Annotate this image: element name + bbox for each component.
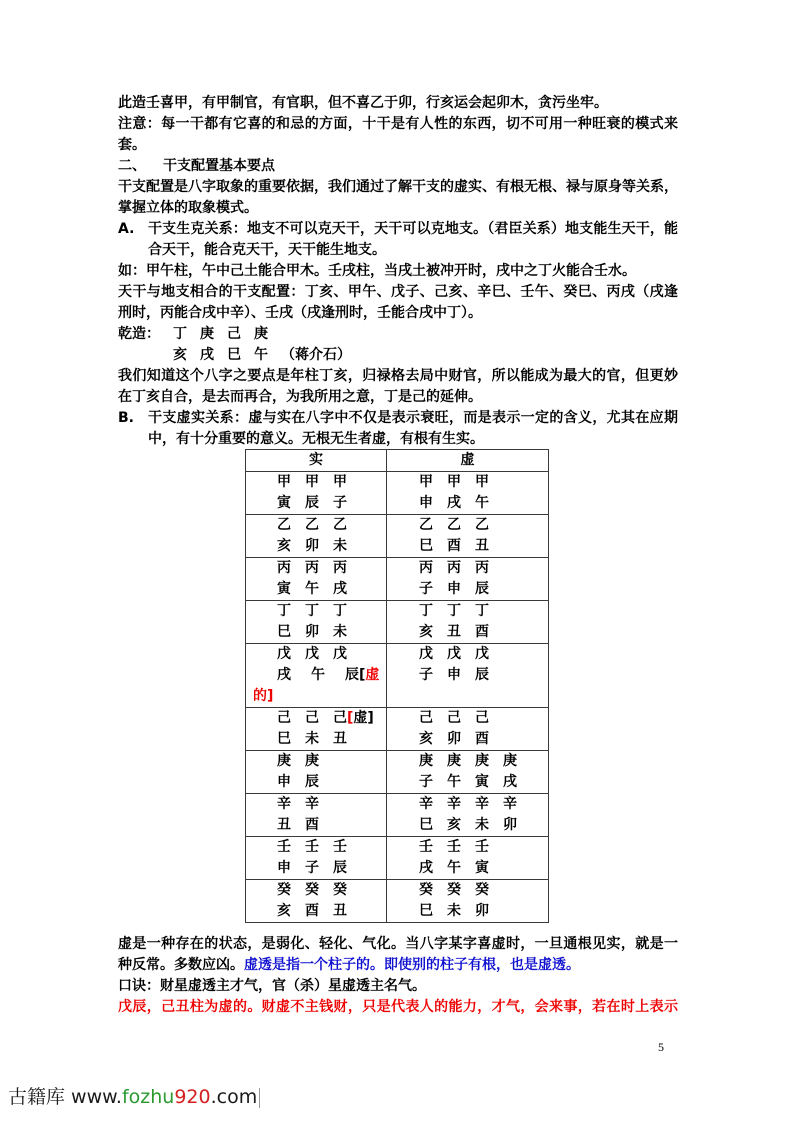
watermark-prefix: 古籍库 www.: [8, 1086, 122, 1108]
ganzhi-char: 乙: [305, 517, 319, 533]
stem: 庚: [254, 326, 268, 342]
cell-line: [387, 536, 548, 557]
cell-line: [246, 901, 386, 922]
watermark-green: fozhu: [121, 1086, 175, 1108]
table-row: [246, 601, 549, 644]
ganzhi-char: 午: [447, 774, 461, 790]
ganzhi-char: 申: [277, 860, 291, 876]
cell-line: [387, 472, 548, 493]
watermark-suffix: .com: [210, 1086, 258, 1108]
ganzhi-char: 卯: [305, 538, 319, 554]
chart-branches-line: [118, 345, 678, 366]
body-text-lower: [118, 934, 678, 1018]
cursor-bar: [259, 1088, 260, 1108]
table-row: [246, 794, 549, 837]
summary-highlight-blue: 虚透是指一个柱子的。即使别的柱子有根，也是虚透。: [244, 957, 580, 973]
ganzhi-char: 戊: [475, 646, 489, 662]
ganzhi-char: 庚: [447, 753, 461, 769]
ganzhi-char: 丙: [277, 560, 291, 576]
formula-line: 口诀：财星虚透主才气，官（杀）星虚透主名气。: [118, 978, 426, 994]
summary-highlight-red: 戊辰，己丑柱为虚的。财虚不主钱财，只是代表人的能力，才气，会来事，若在时上表示: [118, 999, 678, 1015]
table-row: [246, 880, 549, 923]
note-line: 注意：每一干都有它喜的和忌的方面，十干是有人性的东西，切不可用一种旺衰的模式来: [118, 116, 678, 132]
ganzhi-char: 寅: [475, 860, 489, 876]
ganzhi-char: 丙: [447, 560, 461, 576]
ganzhi-char: 庚: [419, 753, 433, 769]
section-intro-line: 干支配置是八字取象的重要依据，我们通过了解干支的虚实、有根无根、禄与原身等关系，: [118, 179, 678, 195]
cell-line: [246, 472, 386, 493]
summary-line: 虚是一种存在的状态，是弱化、轻化、气化。当八字某字喜虚时，一旦通根见实，就是一: [118, 936, 678, 952]
ganzhi-char: 丁: [419, 603, 433, 619]
cell-line: [387, 515, 548, 536]
ganzhi-char: 癸: [475, 882, 489, 898]
ganzhi-char: 酉: [305, 903, 319, 919]
cell-line: [246, 536, 386, 557]
ganzhi-char: 己: [305, 710, 319, 726]
ganzhi-char: 庚: [305, 753, 319, 769]
cell-line: [387, 708, 548, 729]
ganzhi-char: 卯: [503, 817, 517, 833]
ganzhi-char: 亥: [277, 538, 291, 554]
ganzhi-char: 亥: [277, 903, 291, 919]
ganzhi-char: 乙: [277, 517, 291, 533]
ganzhi-char: 戊: [447, 646, 461, 662]
cell-void: [387, 880, 549, 923]
chart-label: 乾造：: [118, 326, 160, 342]
cell-real: [246, 644, 387, 708]
cell-line: [387, 579, 548, 600]
table-body: [246, 472, 549, 923]
cell-line: [387, 493, 548, 514]
combos-line: 刑时，丙能合戌中辛）、壬戌（戌逢刑时，壬能合戌中丁）。: [118, 305, 482, 321]
ganzhi-char: 辛: [305, 796, 319, 812]
analysis-line: 在丁亥自合，是去而再合，为我所用之意，丁是己的延伸。: [118, 389, 482, 405]
ganzhi-char: 丑: [333, 903, 347, 919]
table-header-row: [246, 450, 549, 472]
cell-void: [387, 515, 549, 558]
ganzhi-char: 丙: [475, 560, 489, 576]
branch: 午: [254, 347, 268, 363]
ganzhi-char: 甲: [475, 474, 489, 490]
ganzhi-char: 子: [419, 581, 433, 597]
ganzhi-char: 壬: [475, 839, 489, 855]
ganzhi-char: 辛: [419, 796, 433, 812]
ganzhi-char: 午: [447, 860, 461, 876]
point-b-line: 中，有十分重要的意义。无根无生者虚，有根有生实。: [148, 431, 484, 447]
ganzhi-char: 丁: [277, 603, 291, 619]
intro-line: 此造壬喜甲，有甲制官，有官职，但不喜乙于卯，行亥运会起卯木，贪污坐牢。: [118, 95, 608, 111]
cell-void: [387, 644, 549, 708]
combos-line: 天干与地支相合的干支配置：丁亥、甲午、戊子、己亥、辛巳、壬午、癸巳、丙戌（戌逢: [118, 284, 678, 300]
ganzhi-char: 午: [305, 581, 319, 597]
ganzhi-char: 甲: [333, 474, 347, 490]
cell-real: [246, 601, 387, 644]
annotation: ]: [367, 710, 374, 726]
cell-void: [387, 837, 549, 880]
point-b-text: 干支虚实关系：虚与实在八字中不仅是表示衰旺，而是表示一定的含义，尤其在应期: [148, 410, 678, 426]
stem: 己: [227, 326, 241, 342]
ganzhi-char: 甲: [419, 474, 433, 490]
ganzhi-char: 己: [475, 710, 489, 726]
cell-line: [387, 837, 548, 858]
point-b-line: [118, 408, 678, 429]
point-a-line: [118, 219, 678, 240]
ganzhi-char: 壬: [419, 839, 433, 855]
cell-line: [246, 601, 386, 622]
ganzhi-char: 甲: [447, 474, 461, 490]
cell-line: [387, 901, 548, 922]
ganzhi-char: 戌: [503, 774, 517, 790]
table-row: [246, 515, 549, 558]
branch: 戌: [200, 347, 214, 363]
ganzhi-char: 巳: [277, 624, 291, 640]
ganzhi-char: 癸: [277, 882, 291, 898]
cell-line: [246, 815, 386, 836]
ganzhi-char: 卯: [305, 624, 319, 640]
ganzhi-char: 丑: [277, 817, 291, 833]
analysis-line: 我们知道这个八字之要点是年柱丁亥，归禄格去局中财官，所以能成为最大的官，但更妙: [118, 368, 678, 384]
ganzhi-char: 壬: [447, 839, 461, 855]
ganzhi-char: 丙: [333, 560, 347, 576]
cell-line: [387, 815, 548, 836]
cell-line: [246, 708, 386, 729]
ganzhi-char: 子: [419, 774, 433, 790]
ganzhi-char: 丑: [333, 731, 347, 747]
ganzhi-char: 壬: [305, 839, 319, 855]
cell-line: [387, 622, 548, 643]
ganzhi-char: 丑: [447, 624, 461, 640]
ganzhi-char: 甲: [305, 474, 319, 490]
section-number: 二、: [118, 158, 146, 174]
ganzhi-char: 亥: [447, 817, 461, 833]
point-a-label: A.: [118, 221, 135, 237]
cell-line: [246, 493, 386, 514]
point-b-label: B.: [118, 410, 134, 426]
ganzhi-char: 子: [305, 860, 319, 876]
stem: 庚: [200, 326, 214, 342]
annotation: 的]: [253, 688, 274, 704]
ganzhi-char: 丁: [475, 603, 489, 619]
cell-void: [387, 794, 549, 837]
ganzhi-char: 丑: [475, 538, 489, 554]
ganzhi-char: 子: [419, 667, 433, 683]
ganzhi-char: 酉: [475, 624, 489, 640]
cell-line: [387, 858, 548, 879]
table-row: [246, 558, 549, 601]
cell-real: [246, 751, 387, 794]
table-row: [246, 708, 549, 751]
ganzhi-char: 寅: [277, 581, 291, 597]
ganzhi-char: 戌: [447, 495, 461, 511]
chart-person-name: （蒋介石）: [281, 347, 351, 363]
cell-real: [246, 837, 387, 880]
cell-line: [387, 644, 548, 665]
cell-line: [387, 558, 548, 579]
annotation: 虚: [353, 710, 368, 726]
cell-void: [387, 708, 549, 751]
table-row: [246, 837, 549, 880]
ganzhi-char: 壬: [333, 839, 347, 855]
ganzhi-char: 辛: [277, 796, 291, 812]
ganzhi-char: 壬: [277, 839, 291, 855]
example-line: 如：甲午柱，午中己土能合甲木。壬戌柱，当戌土被冲开时，戌中之丁火能合壬水。: [118, 263, 636, 279]
ganzhi-char: 癸: [447, 882, 461, 898]
ganzhi-char: 乙: [475, 517, 489, 533]
ganzhi-char: 戌: [333, 581, 347, 597]
stem: 丁: [173, 326, 187, 342]
section-intro-line: 掌握立体的取象模式。: [118, 200, 258, 216]
table-row: [246, 644, 549, 708]
ganzhi-char: 己: [447, 710, 461, 726]
cell-real: [246, 708, 387, 751]
ganzhi-char: 未: [447, 903, 461, 919]
ganzhi-char: 己: [277, 710, 291, 726]
annotation: [: [347, 710, 354, 726]
ganzhi-char: 丙: [419, 560, 433, 576]
ganzhi-char: 申: [277, 774, 291, 790]
table-row: [246, 472, 549, 515]
ganzhi-char: 申: [447, 581, 461, 597]
branch: 亥: [173, 347, 187, 363]
ganzhi-char: 卯: [475, 903, 489, 919]
section-title: 干支配置基本要点: [163, 158, 275, 174]
ganzhi-char: 午: [311, 667, 325, 683]
summary-line: [118, 955, 678, 976]
cell-line: [387, 665, 548, 686]
cell-line: [387, 772, 548, 793]
ganzhi-char: 戊: [333, 646, 347, 662]
ganzhi-char: 庚: [503, 753, 517, 769]
watermark-red: 920: [174, 1086, 211, 1108]
cell-line: [387, 729, 548, 750]
ganzhi-char: 丁: [305, 603, 319, 619]
ganzhi-char: 辰: [333, 860, 347, 876]
ganzhi-char: 巳: [419, 538, 433, 554]
cell-void: [387, 751, 549, 794]
cell-line: [387, 601, 548, 622]
cell-line: [246, 880, 386, 901]
ganzhi-char: 戊: [419, 646, 433, 662]
ganzhi-char: 乙: [447, 517, 461, 533]
header-void: 虚: [387, 450, 549, 472]
ganzhi-char: 未: [333, 624, 347, 640]
ganzhi-char: 辰: [305, 774, 319, 790]
ganzhi-char: 乙: [333, 517, 347, 533]
cell-real: [246, 515, 387, 558]
cell-line: [246, 837, 386, 858]
real-void-table: [245, 449, 549, 923]
cell-line: [246, 686, 386, 707]
ganzhi-char: 未: [333, 538, 347, 554]
cell-line: [246, 729, 386, 750]
cell-line: [246, 772, 386, 793]
cell-real: [246, 472, 387, 515]
ganzhi-char: 戌: [277, 667, 291, 683]
ganzhi-char: 辰: [305, 495, 319, 511]
note-line: 套。: [118, 137, 146, 153]
cell-line: [246, 794, 386, 815]
ganzhi-char: 亥: [419, 731, 433, 747]
cell-line: [246, 622, 386, 643]
cell-real: [246, 558, 387, 601]
cell-line: [246, 579, 386, 600]
cell-line: [246, 558, 386, 579]
cell-line: [246, 644, 386, 665]
ganzhi-char: 巳: [419, 817, 433, 833]
ganzhi-char: 辛: [447, 796, 461, 812]
ganzhi-char: 癸: [419, 882, 433, 898]
ganzhi-char: 癸: [333, 882, 347, 898]
ganzhi-char: 庚: [277, 753, 291, 769]
ganzhi-char: 甲: [277, 474, 291, 490]
ganzhi-char: 巳: [277, 731, 291, 747]
ganzhi-char: 午: [475, 495, 489, 511]
ganzhi-char: 戊: [277, 646, 291, 662]
cell-void: [387, 472, 549, 515]
cell-line: [246, 515, 386, 536]
ganzhi-char: 寅: [277, 495, 291, 511]
cell-real: [246, 794, 387, 837]
ganzhi-char: 卯: [447, 731, 461, 747]
ganzhi-char: 酉: [447, 538, 461, 554]
point-a-line: 合天干，能合克天干，天干能生地支。: [148, 242, 386, 258]
ganzhi-char: 辰: [475, 581, 489, 597]
ganzhi-char: 子: [333, 495, 347, 511]
ganzhi-char: 丁: [333, 603, 347, 619]
ganzhi-char: 己: [333, 710, 347, 726]
ganzhi-char: 亥: [419, 624, 433, 640]
point-a-text: 干支生克关系：地支不可以克天干，天干可以克地支。（君臣关系）地支能生天干，能: [148, 221, 678, 237]
ganzhi-char: 辰: [345, 667, 359, 683]
summary-text: 种反常。多数应凶。: [118, 957, 244, 973]
ganzhi-char: 己: [419, 710, 433, 726]
cell-line: [246, 751, 386, 772]
cell-real: [246, 880, 387, 923]
cell-void: [387, 601, 549, 644]
ganzhi-char: 丁: [447, 603, 461, 619]
ganzhi-char: 未: [475, 817, 489, 833]
ganzhi-char: 庚: [475, 753, 489, 769]
annotation: 虚: [365, 667, 380, 683]
chart-stems-line: [118, 324, 678, 345]
ganzhi-char: 戌: [419, 860, 433, 876]
ganzhi-char: 巳: [419, 903, 433, 919]
header-real: 实: [246, 450, 387, 472]
ganzhi-char: 辰: [475, 667, 489, 683]
table-row: [246, 751, 549, 794]
ganzhi-char: 申: [419, 495, 433, 511]
ganzhi-char: 申: [447, 667, 461, 683]
ganzhi-char: 辛: [503, 796, 517, 812]
ganzhi-char: 酉: [475, 731, 489, 747]
ganzhi-char: 乙: [419, 517, 433, 533]
ganzhi-char: 寅: [475, 774, 489, 790]
cell-line: [246, 665, 386, 686]
cell-line: [246, 858, 386, 879]
ganzhi-char: 酉: [305, 817, 319, 833]
ganzhi-char: 戊: [305, 646, 319, 662]
ganzhi-char: 癸: [305, 882, 319, 898]
annotation: [: [359, 667, 366, 683]
watermark: [8, 1085, 260, 1109]
ganzhi-char: 辛: [475, 796, 489, 812]
branch: 巳: [227, 347, 241, 363]
ganzhi-char: 未: [305, 731, 319, 747]
ganzhi-char: 丙: [305, 560, 319, 576]
cell-void: [387, 558, 549, 601]
section-heading: [118, 156, 678, 177]
body-text-upper: [118, 93, 678, 450]
page-number: 5: [658, 1040, 664, 1054]
cell-line: [387, 880, 548, 901]
cell-line: [387, 794, 548, 815]
cell-line: [387, 751, 548, 772]
